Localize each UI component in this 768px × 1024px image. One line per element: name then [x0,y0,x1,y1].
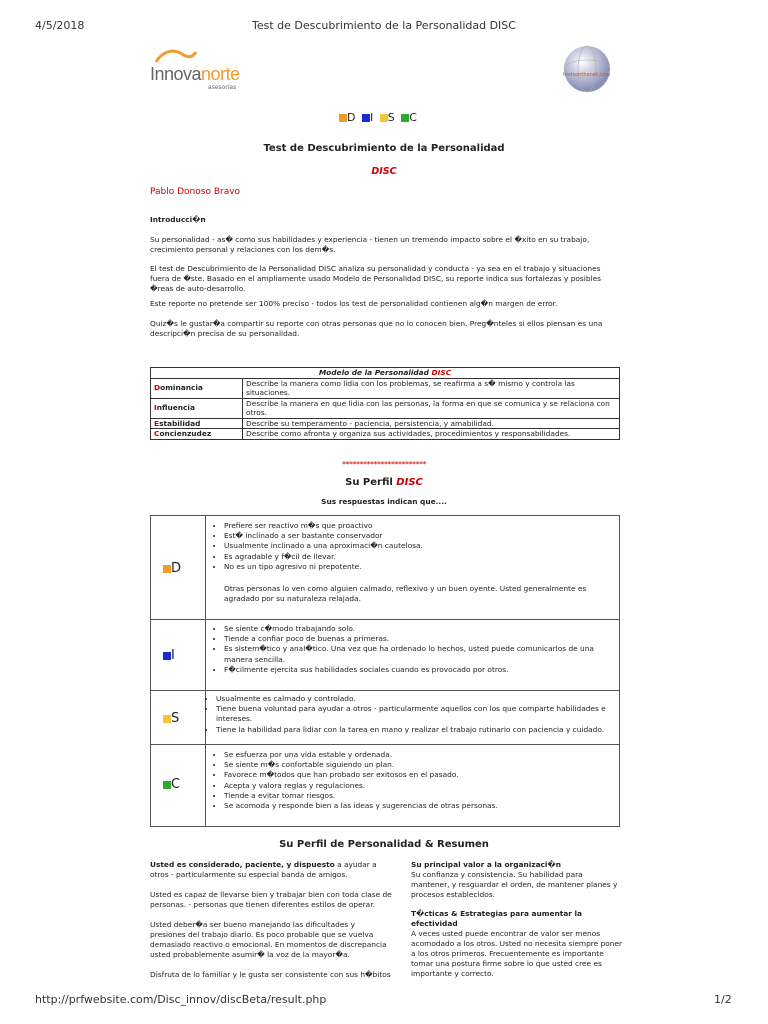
intro-paragraph-2: El test de Descubrimiento de la Personalidad DISC analiza su personalidad y conducta - ya sea en el trabajo y situaciones fuera de �ste. Basado en el ampliamente usado Modelo de Personalidad DISC, su reporte indica sus fortalezas y posibles �reas de auto-desarrollo. [150,264,601,293]
bullet-list-s [204,694,621,735]
summary-left-p1-rest: a ayudar a otros - particularmente su especial banda de amigos. [150,860,377,879]
intro-paragraph-4: Quiz�s le gustar�a compartir su reporte con otras personas que no lo conocen bien. Preg�nteles si ellos piensan es una descripci�n precisa de su personalidad. [150,319,603,338]
summary-left-p4: Disfruta de lo familiar y le gusta ser consistente con sus h�bitos [150,970,391,979]
disc-legend-bar [339,111,417,124]
row-description: Describe la manera en que lidia con las personas, la forma en que se comunica y se relaciona con otros. [243,398,620,418]
row-initial: E [154,418,160,428]
table-caption [151,368,620,379]
summary-right-p2: A veces usted puede encontrar de valor ser menos acomodado a los otros. Usted no necesita siempre poner a los otros primeros. Frecuentemente es importante tomar una postura firme sobre lo que usted cree es importante y correcto. [411,929,623,978]
summary-left-p3: Usted deber�a ser bueno manejando las dificultades y presiones del trabajo diario. Es poco probable que se vuelva demasiado reactivo o emocional. En momentos de discrepancia usted probablemente asumir� la voz de la mayor�a. [150,920,387,959]
innovanorte-logo [150,46,250,96]
list-item: • Usualmente es calmado y controlado. [216,694,621,704]
list-item: • Tiende a evitar tomar riesgos. [224,791,619,801]
summary-right-p1: Su confianza y consistencia. Su habilidad para mantener, y resguardar el orden, de mantener planes y procesos establecidos. [411,870,618,899]
disc-letter-i: I [369,111,374,124]
summary-right-h1: Su principal valor a la organizaci�n [411,860,561,869]
summary-left-p1-bold: Usted es considerado, paciente, y dispuesto [150,860,335,869]
row-initial: C [154,429,160,438]
disc-letter-c: C [409,111,417,124]
summary-right-column [411,860,623,979]
summary-left-column [150,860,392,980]
table-row [151,429,620,440]
person-name: Pablo Donoso Bravo [150,187,241,197]
disc-model-table [150,367,620,440]
table-row [151,418,620,429]
disc-letter-s: S [387,111,395,124]
list-item: • Tiende a confiar poco de buenas a primeras. [224,634,619,644]
summary-right-h2: T�cticas & Estrategias para aumentar la efectividad [411,909,582,928]
profile-content-d [206,516,619,620]
print-date: 4/5/2018 [35,19,85,32]
row-label: oncienzudez [159,429,212,438]
row-label: ominancia [160,383,203,393]
table-caption-text: Modelo de la Personalidad [318,368,429,377]
table-caption-row [151,368,620,379]
row-description: Describe la manera como lidia con los problemas, se reafirma a s� mismo y controla las situaciones. [243,378,620,398]
report-subtitle: DISC [371,166,397,177]
d-square-icon [163,565,171,573]
d-square-icon [339,114,347,122]
list-item: • Se esfuerza por una vida estable y ordenada. [224,750,619,760]
summary-left-p1 [150,860,392,880]
table-row [151,378,620,398]
logo-right-text: testsonthenet.com [563,72,611,78]
table-caption-disc: DISC [431,368,452,377]
list-item: • Tiene la habilidad para lidiar con la tarea en mano y realizar el trabajo rutinario con paciencia y cuidado. [216,725,621,735]
profile-heading [0,477,768,488]
profile-letter-d: D [171,561,182,576]
logo-brand-b: norte [201,64,240,84]
print-title: Test de Descubrimiento de la Personalidad DISC [252,19,516,32]
logo-brand-a: Innova [150,64,202,84]
list-item: • Est� inclinado a ser bastante conservador [224,531,619,541]
profile-letter-cell-d [151,516,206,620]
intro-paragraph-1: Su personalidad - as� como sus habilidades y experiencia - tienen un tremendo impacto sobre el �xito en su trabajo, crecimiento personal y relaciones con los dem�s. [150,235,590,254]
list-item: • Es agradable y f�cil de llevar. [224,552,619,562]
print-url[interactable]: http://prfwebsite.com/Disc_innov/discBeta/result.php [35,993,327,1006]
list-item: • F�cilmente ejercita sus habilidades sociales cuando es provocado por otros. [224,665,619,675]
logo-sub: asesorías [208,84,237,91]
row-description: Describe como afronta y organiza sus actividades, procedimientos y responsabilidades. [243,429,620,440]
s-square-icon [380,114,388,122]
table-row [151,398,620,418]
testsonthenet-logo [562,44,612,94]
list-item: • Se acomoda y responde bien a las ideas y sugerencias de otras personas. [224,801,619,811]
profile-note-d: Otras personas lo ven como alguien calmado, reflexivo y un buen oyente. Usted generalmente es agradado por su naturaleza relajada. [224,584,587,603]
profile-letter-cell-s [151,691,206,745]
profile-content-c [206,745,619,826]
separator-stars: ************************ [342,460,426,469]
list-item: • Usualmente inclinado a una aproximaci�n cautelosa. [224,541,619,551]
profile-letter-s: S [171,711,180,726]
summary-left-p2: Usted es capaz de llevarse bien y trabajar bien con toda clase de personas. - personas que tienen diferentes estilos de operar. [150,890,392,909]
list-item: • Acepta y valora reglas y regulaciones. [224,781,619,791]
profile-content-s [206,691,619,745]
bullet-list-i [212,624,619,675]
bullet-list-d [212,521,619,572]
list-item: • Es sistem�tico y anal�tico. Una vez que ha ordenado lo hechos, usted puede comunicarlos de una manera sencilla. [224,644,619,664]
c-square-icon [163,781,171,789]
row-initial: I [154,403,157,413]
profile-heading-disc: DISC [396,477,423,488]
list-item: • Favorece m�todos que han probado ser exitosos en el pasado. [224,770,619,780]
globe-icon [562,44,612,94]
disc-letter-d: D [347,111,356,124]
list-item: • Prefiere ser reactivo m�s que proactivo [224,521,619,531]
bullet-list-c [212,750,619,811]
profile-subheading: Sus respuestas indican que.... [321,497,447,506]
intro-heading: Introducci�n [150,215,206,224]
list-item: • Se siente c�modo trabajando solo. [224,624,619,634]
list-item: • Tiene buena voluntad para ayudar a otros - particularmente aquellos con los que comparte habilidades e intereses. [216,704,621,724]
list-item: • No es un tipo agresivo ni prepotente. [224,562,619,572]
print-page-number: 1/2 [714,993,732,1006]
row-description: Describe su temperamento - paciencia, persistencia, y amabilidad. [243,418,620,429]
report-title: Test de Descubrimiento de la Personalidad [263,143,505,154]
i-square-icon [362,114,370,122]
intro-paragraph-3: Este reporte no pretende ser 100% preciso - todos los test de personalidad contienen alg�n margen de error. [150,299,558,308]
list-item: • Se siente m�s confortable siguiendo un plan. [224,760,619,770]
profile-letter-i: I [171,648,175,663]
i-square-icon [163,652,171,660]
profile-letter-cell-c [151,745,206,826]
row-label: stabilidad [159,418,201,428]
summary-heading: Su Perfil de Personalidad & Resumen [279,839,489,850]
row-initial: D [154,383,161,393]
profile-heading-text: Su Perfil [345,477,393,488]
row-label: nfluencia [156,403,195,413]
s-square-icon [163,715,171,723]
profile-content-i [206,620,619,691]
profile-grid [150,515,620,827]
profile-letter-cell-i [151,620,206,691]
profile-letter-c: C [171,777,181,792]
